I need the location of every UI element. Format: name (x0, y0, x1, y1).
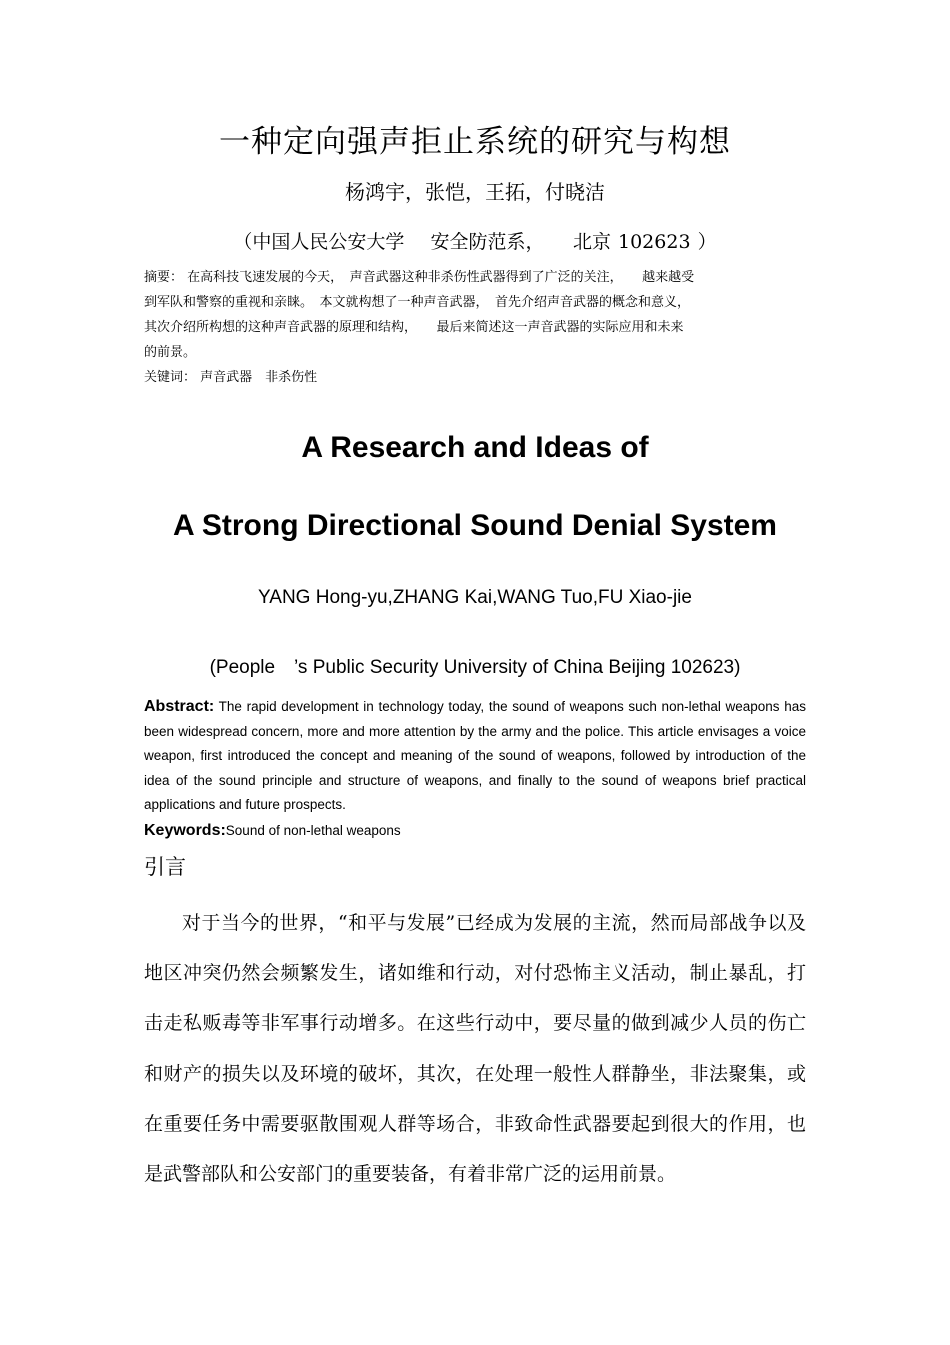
english-title-line-2: A Strong Directional Sound Denial System (173, 509, 777, 542)
english-abstract (144, 695, 806, 818)
english-keywords (144, 819, 401, 843)
chinese-abstract-line: 摘要： 在高科技飞速发展的今天， 声音武器这种非杀伤性武器得到了广泛的关注， 越来越受 (144, 270, 695, 285)
body-text (144, 898, 806, 1199)
chinese-keywords: 关键词： 声音武器 非杀伤性 (144, 370, 318, 385)
english-authors: YANG Hong-yu,ZHANG Kai,WANG Tuo,FU Xiao-jie (258, 587, 692, 608)
abstract-text: The rapid development in technology today, the sound of weapons such non-lethal weapons has been widespread concern, more and more attention by the army and the police. This article envisages a voice weapon, first introduced the concept and meaning of the sound of weapons, followed by introduction of the idea of the sound principle and structure of weapons, and finally to the sound of weapons brief practical applications and future prospects. (144, 699, 806, 813)
chinese-affiliation: （中国人民公安大学 安全防范系， 北京 102623 ） (233, 231, 717, 253)
english-affiliation: (People ’s Public Security University of China Beijing 102623) (209, 657, 741, 678)
abstract-label: Abstract: (144, 698, 215, 715)
keywords-label: Keywords: (144, 822, 226, 839)
chinese-abstract-line: 的前景。 (144, 345, 197, 360)
chinese-abstract-line: 其次介绍所构想的这种声音武器的原理和结构， 最后来简述这一声音武器的实际应用和未来 (144, 320, 684, 335)
keywords-text: Sound of non-lethal weapons (225, 823, 401, 838)
section-heading: 引言 (144, 855, 186, 879)
body-paragraph: 对于当今的世界，“和平与发展”已经成为发展的主流，然而局部战争以及地区冲突仍然会频繁发生，诸如维和行动，对付恐怖主义活动，制止暴乱，打击走私贩毒等非军事行动增多。在这些行动中，要尽量的做到减少人员的伤亡和财产的损失以及环境的破坏，其次，在处理一般性人群静坐，非法聚集，或在重要任务中需要驱散围观人群等场合，非致命性武器要起到很大的作用，也是武警部队和公安部门的重要装备，有着非常广泛的运用前景。 (144, 912, 806, 1186)
chinese-title: 一种定向强声拒止系统的研究与构想 (219, 124, 731, 160)
english-title-line-1: A Research and Ideas of (301, 431, 649, 464)
chinese-abstract-line: 到军队和警察的重视和亲睐。 本文就构想了一种声音武器， 首先介绍声音武器的概念和意义， (144, 295, 691, 310)
chinese-authors: 杨鸿宇，张恺，王拓，付晓洁 (345, 180, 605, 204)
